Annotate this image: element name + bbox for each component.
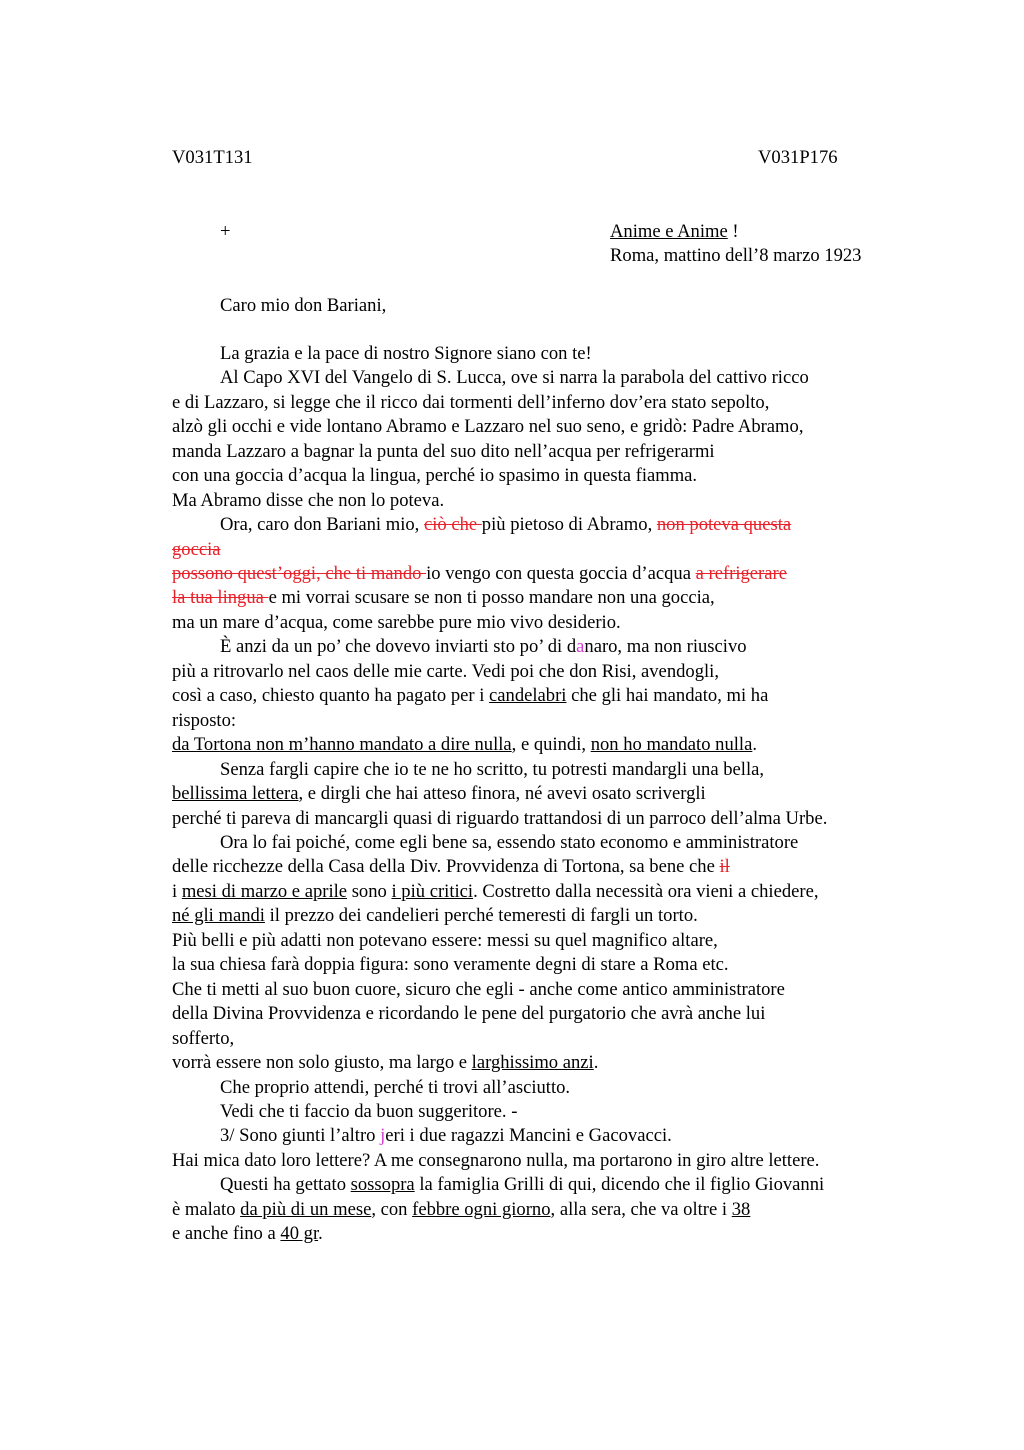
body-line <box>172 904 698 928</box>
letter-date: Roma, mattino dell’8 marzo 1923 <box>610 245 862 266</box>
deleted-text: ciò che <box>423 514 482 535</box>
text-span: , e dirgli che hai atteso finora, né avevi osato scrivergli <box>298 783 706 804</box>
text-span: così a caso, chiesto quanto ha pagato per i <box>172 685 490 706</box>
body-line <box>172 855 730 879</box>
text-span: che gli hai mandato, mi ha <box>566 685 769 706</box>
body-line: la sua chiesa farà doppia figura: sono veramente degni di stare a Roma etc. <box>172 954 729 975</box>
text-span: Questi ha gettato <box>220 1174 351 1195</box>
text-span: sono <box>347 881 392 902</box>
inserted-text: j <box>380 1125 386 1146</box>
deleted-text: possono quest’oggi, che ti mando <box>172 563 427 584</box>
text-span: . Costretto dalla necessità ora vieni a chiedere, <box>473 881 819 902</box>
text-span: . <box>318 1223 323 1244</box>
body-line: La grazia e la pace di nostro Signore siano con te! <box>220 343 592 364</box>
inserted-text: a <box>576 636 585 657</box>
title-underlined: Anime e Anime <box>610 221 728 242</box>
text-span: la famiglia Grilli di qui, dicendo che il figlio Giovanni <box>414 1174 825 1195</box>
body-line <box>172 684 768 708</box>
body-line: Senza fargli capire che io te ne ho scritto, tu potresti mandargli una bella, <box>220 759 765 780</box>
underlined-text: da Tortona non m’hanno mandato a dire nulla <box>172 734 512 755</box>
body-line: della Divina Provvidenza e ricordando le pene del purgatorio che avrà anche lui <box>172 1003 766 1024</box>
letter-title <box>610 220 739 244</box>
body-line: con una goccia d’acqua la lingua, perché io spasimo in questa fiamma. <box>172 465 698 486</box>
text-span: Ora, caro don Bariani mio, <box>220 514 424 535</box>
body-line: più a ritrovarlo nel caos delle mie carte. Vedi poi che don Risi, avendogli, <box>172 661 719 682</box>
underlined-text: bellissima lettera <box>172 783 299 804</box>
salutation: Caro mio don Bariani, <box>220 295 387 316</box>
body-line <box>220 1124 672 1148</box>
cross-mark: + <box>220 221 231 242</box>
body-line <box>172 586 715 610</box>
body-line <box>220 513 791 537</box>
body-line <box>172 538 221 562</box>
body-line: Che proprio attendi, perché ti trovi all’asciutto. <box>220 1077 571 1098</box>
body-line: perché ti pareva di mancargli quasi di riguardo trattandosi di un parroco dell’alma Urbe. <box>172 808 828 829</box>
left-code: V031T131 <box>172 147 253 168</box>
body-line <box>172 733 757 757</box>
text-span: naro, ma non riuscivo <box>584 636 747 657</box>
body-line <box>172 1198 750 1222</box>
body-line <box>172 1222 323 1246</box>
text-span: , e quindi, <box>511 734 591 755</box>
text-span: . <box>752 734 757 755</box>
underlined-text: 38 <box>731 1199 751 1220</box>
text-span: 3/ Sono giunti l’altro <box>220 1125 381 1146</box>
underlined-text: non ho mandato nulla <box>590 734 753 755</box>
underlined-text: i più critici <box>391 881 474 902</box>
right-code: V031P176 <box>758 147 838 168</box>
body-line: ma un mare d’acqua, come sarebbe pure mio vivo desiderio. <box>172 612 621 633</box>
body-line: alzò gli occhi e vide lontano Abramo e Lazzaro nel suo seno, e gridò: Padre Abramo, <box>172 416 804 437</box>
deleted-text: goccia <box>172 539 221 560</box>
underlined-text: febbre ogni giorno <box>412 1199 551 1220</box>
body-line <box>172 562 787 586</box>
underlined-text: candelabri <box>489 685 567 706</box>
body-line <box>172 880 818 904</box>
text-span: io vengo con questa goccia d’acqua <box>426 563 696 584</box>
underlined-text: da più di un mese <box>240 1199 372 1220</box>
body-line: Al Capo XVI del Vangelo di S. Lucca, ove si narra la parabola del cattivo ricco <box>220 367 809 388</box>
text-span: , alla sera, che va oltre i <box>550 1199 732 1220</box>
body-line <box>172 782 706 806</box>
text-span: eri i due ragazzi Mancini e Gacovacci. <box>385 1125 672 1146</box>
text-span: è malato <box>172 1199 241 1220</box>
deleted-text: non poteva questa <box>656 514 792 535</box>
title-suffix: ! <box>727 221 739 242</box>
text-span: vorrà essere non solo giusto, ma largo e <box>172 1052 472 1073</box>
underlined-text: larghissimo anzi <box>471 1052 594 1073</box>
body-line: Più belli e più adatti non potevano essere: messi su quel magnifico altare, <box>172 930 718 951</box>
deleted-text: la tua lingua <box>172 587 269 608</box>
text-span: più pietoso di Abramo, <box>481 514 657 535</box>
body-line <box>220 1173 824 1197</box>
body-line: risposto: <box>172 710 237 731</box>
text-span: il prezzo dei candelieri perché temeresti di fargli un torto. <box>264 905 698 926</box>
deleted-text: il <box>719 856 730 877</box>
body-line: manda Lazzaro a bagnar la punta del suo dito nell’acqua per refrigerarmi <box>172 441 715 462</box>
body-line: Vedi che ti faccio da buon suggeritore. - <box>220 1101 518 1122</box>
underlined-text: sossopra <box>350 1174 415 1195</box>
body-line: Ma Abramo disse che non lo poteva. <box>172 490 445 511</box>
underlined-text: mesi di marzo e aprile <box>181 881 348 902</box>
text-span: e mi vorrai scusare se non ti posso mandare non una goccia, <box>268 587 715 608</box>
underlined-text: 40 gr <box>280 1223 319 1244</box>
underlined-text: né gli mandi <box>172 905 265 926</box>
text-span: i <box>172 881 182 902</box>
body-line: Che ti metti al suo buon cuore, sicuro che egli - anche come antico amministratore <box>172 979 785 1000</box>
text-span: delle ricchezze della Casa della Div. Provvidenza di Tortona, sa bene che <box>172 856 720 877</box>
text-span: . <box>593 1052 599 1073</box>
body-line: e di Lazzaro, si legge che il ricco dai tormenti dell’inferno dov’era stato sepolto, <box>172 392 770 413</box>
text-span: e anche fino a <box>172 1223 281 1244</box>
text-span: È anzi da un po’ che dovevo inviarti sto po’ di d <box>220 636 577 657</box>
body-line <box>172 1051 598 1075</box>
body-line: Ora lo fai poiché, come egli bene sa, essendo stato economo e amministratore <box>220 832 799 853</box>
body-line: Hai mica dato loro lettere? A me consegnarono nulla, ma portarono in giro altre lettere. <box>172 1150 820 1171</box>
body-line <box>220 635 747 659</box>
body-line: sofferto, <box>172 1028 235 1049</box>
deleted-text: a refrigerare <box>695 563 787 584</box>
text-span: , con <box>371 1199 413 1220</box>
